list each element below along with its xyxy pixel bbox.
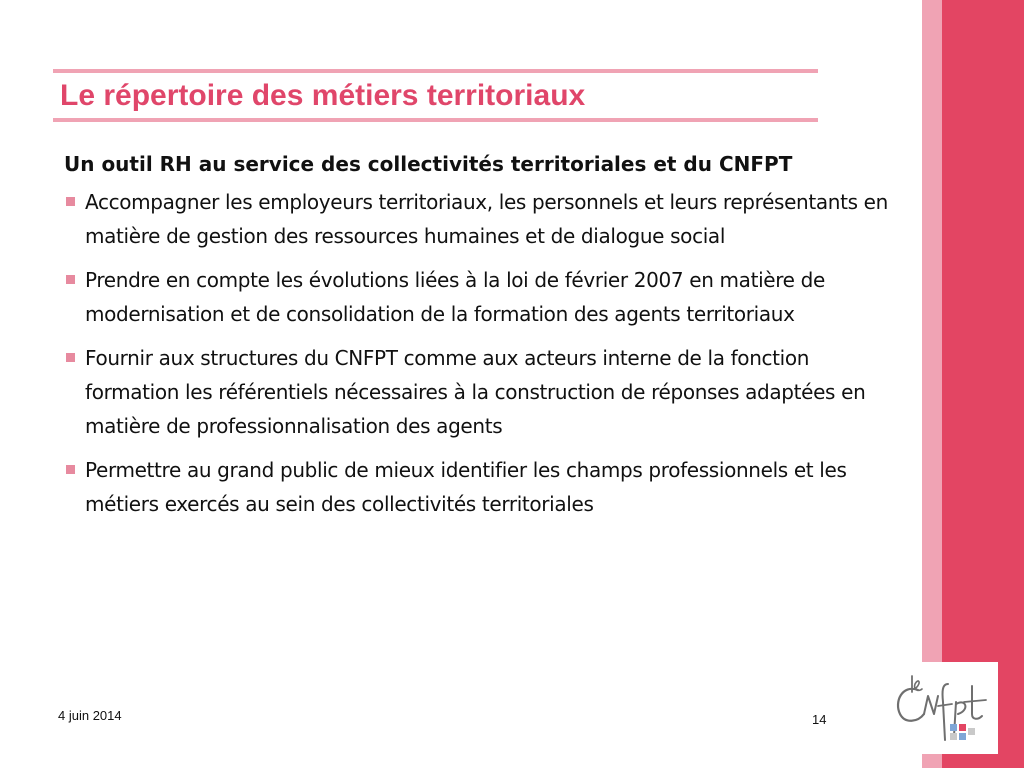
title-rule-top [53,69,818,73]
bullet-item [64,453,899,521]
cnfpt-logo [888,662,998,754]
bullet-text: Accompagner les employeurs territoriaux, les personnels et leurs représentants en matière de gestion des ressources humaines et de dialogue social [85,190,888,248]
bullet-item [64,185,899,253]
side-band-light [922,0,942,768]
square-bullet-icon [66,353,75,362]
square-bullet-icon [66,275,75,284]
bullet-list [64,185,899,521]
bullet-item [64,341,899,443]
bullet-item [64,263,899,331]
title-rule-bottom [53,118,818,122]
page-number: 14 [812,712,827,727]
square-bullet-icon [66,197,75,206]
bullet-text: Permettre au grand public de mieux identifier les champs professionnels et les métiers exercés au sein des collectivités territoriales [85,458,847,516]
bullet-text: Fournir aux structures du CNFPT comme aux acteurs interne de la fonction formation les référentiels nécessaires à la construction de réponses adaptées en matière de professionnalisation des agents [85,346,866,438]
side-band-dark [942,0,1024,768]
slide-body [64,147,899,531]
cnfpt-logo-icon [888,662,998,754]
slide-subtitle: Un outil RH au service des collectivités territoriales et du CNFPT [64,152,793,176]
bullet-text: Prendre en compte les évolutions liées à la loi de février 2007 en matière de modernisation et de consolidation de la formation des agents territoriaux [85,268,825,326]
slide-title: Le répertoire des métiers territoriaux [60,79,586,112]
square-bullet-icon [66,465,75,474]
footer-date: 4 juin 2014 [58,708,122,723]
